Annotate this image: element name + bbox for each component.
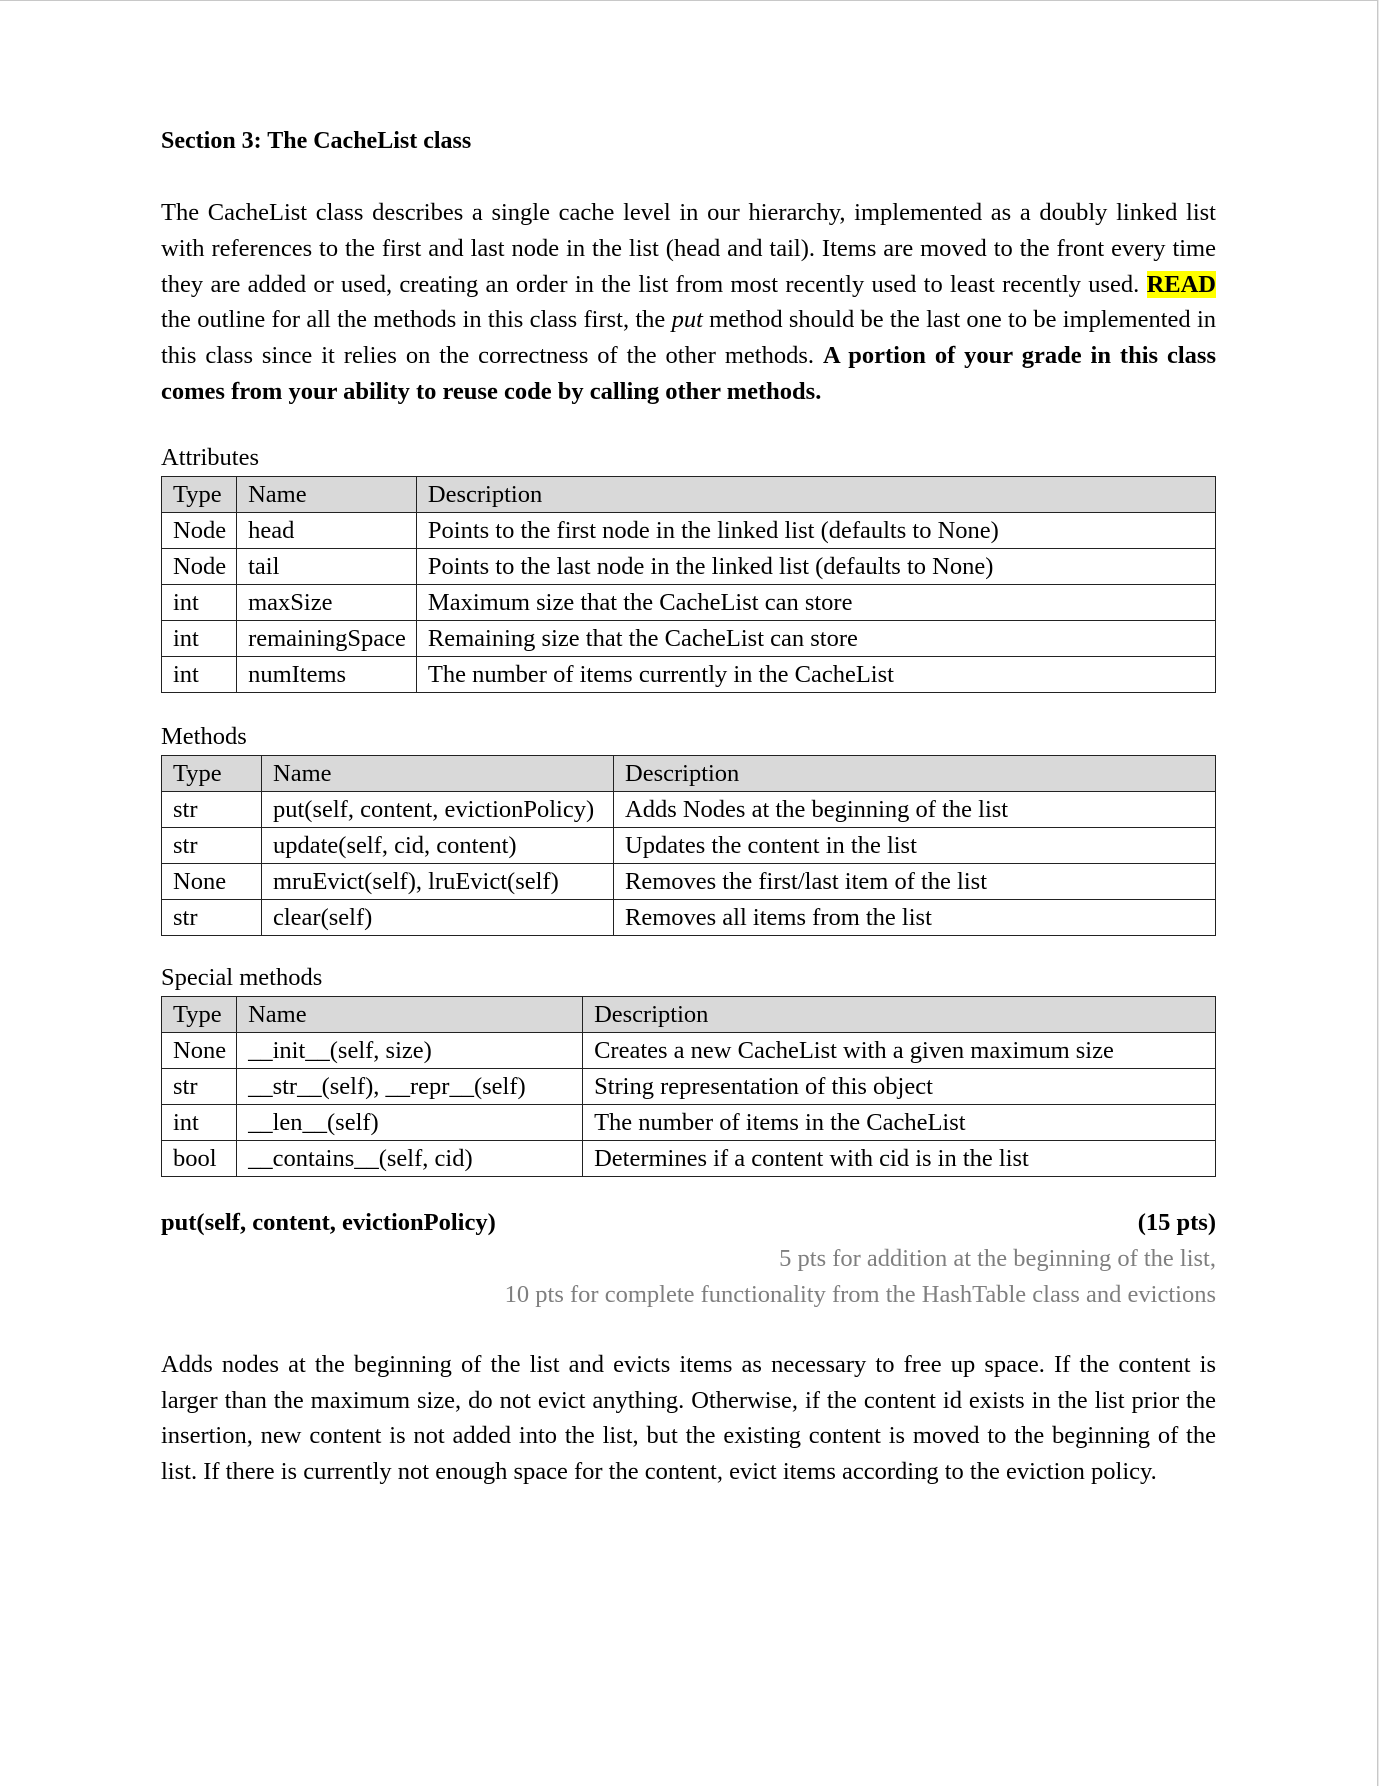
special-method-name-cell: __str__(self), __repr__(self) xyxy=(237,1068,583,1104)
intro-bold-note: A portion of your grade in this class comes from your ability to reuse code by calling other methods. xyxy=(161,342,1216,405)
attribute-description-cell: Remaining size that the CacheList can store xyxy=(416,620,1215,656)
put-italic: put xyxy=(671,306,703,334)
table-row xyxy=(162,863,1216,899)
method-name-cell: update(self, cid, content) xyxy=(262,827,614,863)
attribute-description-cell: Maximum size that the CacheList can store xyxy=(416,584,1215,620)
attribute-header-row xyxy=(162,476,1216,512)
intro-text-2: the outline for all the methods in this class first, the xyxy=(161,306,672,334)
special-method-description-cell: The number of items in the CacheList xyxy=(583,1104,1216,1140)
attribute-type-cell: Node xyxy=(162,548,237,584)
special-method-description-cell: Creates a new CacheList with a given maximum size xyxy=(583,1032,1216,1068)
points-breakdown-1: 5 pts for addition at the beginning of the list, xyxy=(779,1244,1216,1272)
method-name-cell: clear(self) xyxy=(262,899,614,935)
put-description: Adds nodes at the beginning of the list and evicts items as necessary to free up space. If the content is larger than the maximum size, do not evict anything. Otherwise, if the content id exists in the list prior the insertion, new content is not added into the list, but the existing content is moved to the beginning of the list. If there is currently not enough space for the content, evict items according to the eviction policy. xyxy=(161,1350,1216,1486)
attribute-type-cell: int xyxy=(162,656,237,692)
page-content xyxy=(161,125,1216,1490)
column-header: Name xyxy=(237,996,583,1032)
special-method-name-cell: __contains__(self, cid) xyxy=(237,1140,583,1176)
attribute-name-cell: remainingSpace xyxy=(237,620,417,656)
table-row xyxy=(162,791,1216,827)
points-breakdown-2: 10 pts for complete functionality from the HashTable class and evictions xyxy=(504,1280,1216,1308)
method-description-cell: Removes all items from the list xyxy=(614,899,1216,935)
attribute-type-cell: Node xyxy=(162,512,237,548)
column-header: Type xyxy=(162,755,262,791)
put-points: (15 pts) xyxy=(1137,1208,1216,1236)
special-method-description-cell: Determines if a content with cid is in the list xyxy=(583,1140,1216,1176)
method-type-cell: str xyxy=(162,827,262,863)
put-signature: put(self, content, evictionPolicy) xyxy=(161,1208,496,1236)
attributes-table xyxy=(161,476,1216,693)
special-method-type-cell: int xyxy=(162,1104,237,1140)
column-header: Description xyxy=(416,476,1215,512)
attribute-type-cell: int xyxy=(162,620,237,656)
attribute-description-cell: The number of items currently in the CacheList xyxy=(416,656,1215,692)
table-row xyxy=(162,827,1216,863)
table-row xyxy=(162,1104,1216,1140)
intro-text-3: method should be the last one to be implemented in this class since it relies on the correctness of the other methods. xyxy=(161,306,1216,370)
special-methods-caption: Special methods xyxy=(161,963,323,991)
table-row xyxy=(162,1032,1216,1068)
attribute-name-cell: tail xyxy=(237,548,417,584)
table-row xyxy=(162,1140,1216,1176)
attributes-caption: Attributes xyxy=(161,443,259,471)
attribute-name-cell: maxSize xyxy=(237,584,417,620)
section-title: Section 3: The CacheList class xyxy=(161,128,472,154)
column-header: Type xyxy=(162,476,237,512)
column-header: Description xyxy=(583,996,1216,1032)
method-type-cell: None xyxy=(162,863,262,899)
attribute-description-cell: Points to the first node in the linked list (defaults to None) xyxy=(416,512,1215,548)
attribute-description-cell: Points to the last node in the linked list (defaults to None) xyxy=(416,548,1215,584)
methods-caption: Methods xyxy=(161,722,247,750)
special-method-type-cell: None xyxy=(162,1032,237,1068)
attribute-type-cell: int xyxy=(162,584,237,620)
column-header: Name xyxy=(262,755,614,791)
special-method-header-row xyxy=(162,996,1216,1032)
special-method-type-cell: bool xyxy=(162,1140,237,1176)
special-method-description-cell: String representation of this object xyxy=(583,1068,1216,1104)
column-header: Type xyxy=(162,996,237,1032)
method-type-cell: str xyxy=(162,791,262,827)
table-row xyxy=(162,656,1216,692)
intro-paragraph xyxy=(161,195,1216,410)
table-row xyxy=(162,899,1216,935)
special-method-type-cell: str xyxy=(162,1068,237,1104)
table-row xyxy=(162,620,1216,656)
method-description-cell: Adds Nodes at the beginning of the list xyxy=(614,791,1216,827)
method-description-cell: Updates the content in the list xyxy=(614,827,1216,863)
attribute-name-cell: head xyxy=(237,512,417,548)
table-row xyxy=(162,584,1216,620)
method-name-cell: mruEvict(self), lruEvict(self) xyxy=(262,863,614,899)
special-method-name-cell: __len__(self) xyxy=(237,1104,583,1140)
attribute-name-cell: numItems xyxy=(237,656,417,692)
table-row xyxy=(162,548,1216,584)
methods-table xyxy=(161,755,1216,936)
table-row xyxy=(162,512,1216,548)
put-heading xyxy=(161,1205,1216,1241)
read-highlight: READ xyxy=(1146,270,1216,298)
table-row xyxy=(162,1068,1216,1104)
intro-text-1: The CacheList class describes a single cache level in our hierarchy, implemented as a doubly linked list with references to the first and last node in the list (head and tail). Items are moved to the front every time they are added or used, creating an order in the list from most recently used to least recently used. xyxy=(161,199,1216,298)
column-header: Description xyxy=(614,755,1216,791)
method-header-row xyxy=(162,755,1216,791)
method-name-cell: put(self, content, evictionPolicy) xyxy=(262,791,614,827)
method-type-cell: str xyxy=(162,899,262,935)
method-description-cell: Removes the first/last item of the list xyxy=(614,863,1216,899)
special-method-name-cell: __init__(self, size) xyxy=(237,1032,583,1068)
special-methods-table xyxy=(161,996,1216,1177)
column-header: Name xyxy=(237,476,417,512)
